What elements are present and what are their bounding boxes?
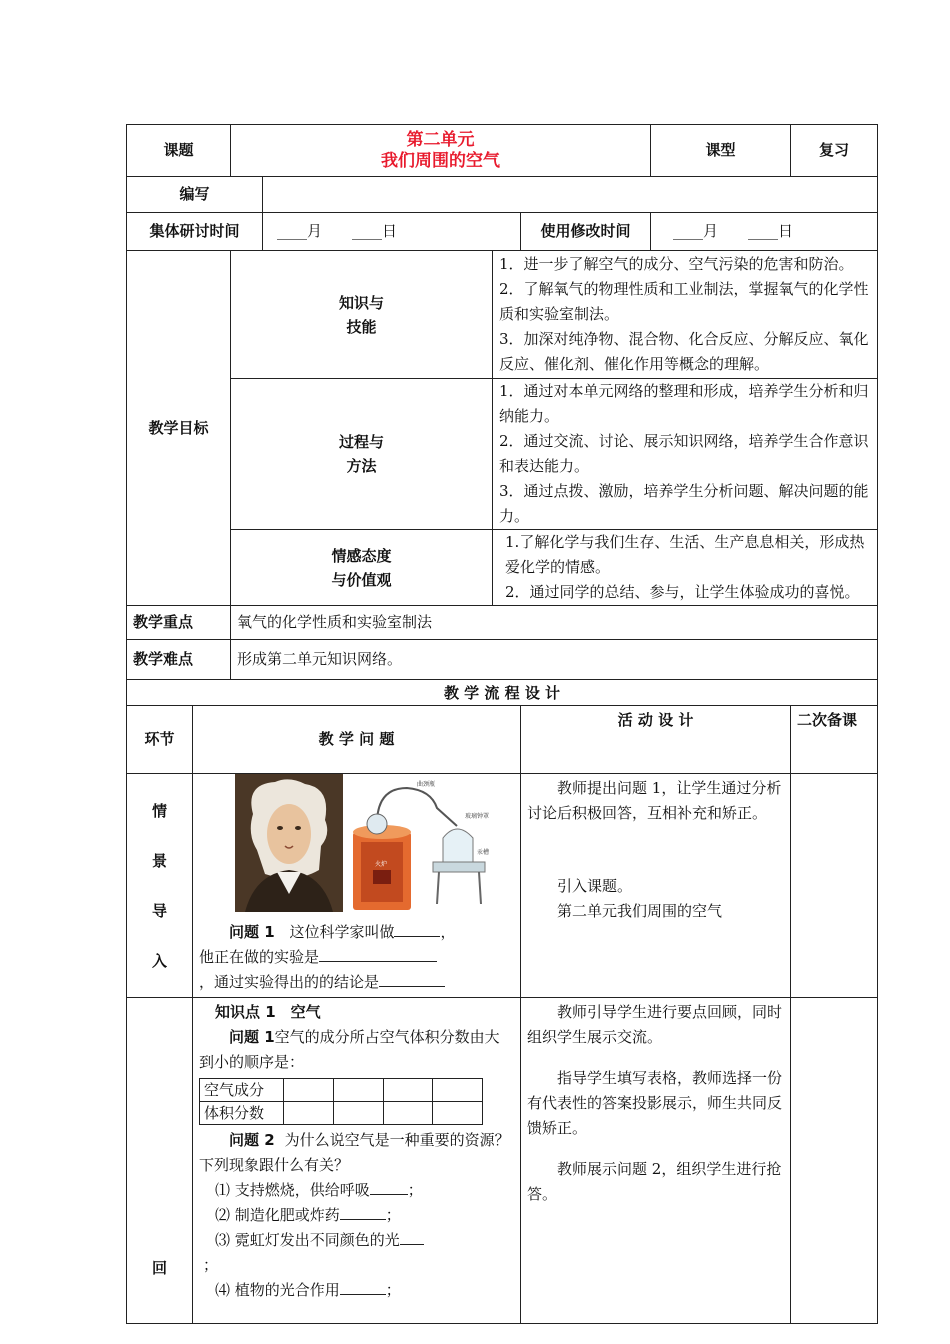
table-cell[interactable] bbox=[333, 1102, 383, 1125]
col-problem: 教 学 问 题 bbox=[193, 706, 521, 774]
row-header-volume: 体积分数 bbox=[200, 1102, 284, 1125]
intro-question-1-cont bbox=[199, 945, 514, 970]
semicolon: ； bbox=[385, 1206, 401, 1224]
title-line-2: 我们周围的空气 bbox=[381, 150, 501, 171]
activity-paragraph: 教师展示问题 2，组织学生进行抢答。 bbox=[527, 1160, 782, 1203]
stage-intro-activity bbox=[521, 774, 791, 998]
knowledge-item: 1．进一步了解空气的成分、空气污染的危害和防治。 bbox=[499, 255, 854, 273]
activity-paragraph: 引入课题。 bbox=[557, 877, 633, 895]
stage-char: 回 bbox=[151, 1259, 167, 1277]
knowledge-point-title: 知识点 1 空气 bbox=[215, 1003, 321, 1021]
table-cell[interactable] bbox=[433, 1079, 483, 1102]
review-q2-text: 为什么说空气是一种重要的资源？下列现象跟什么有关？ bbox=[199, 1131, 510, 1174]
review-item-text: ⑷ 植物的光合作用 bbox=[215, 1281, 340, 1299]
col-stage: 环节 bbox=[127, 706, 193, 774]
knowledge-item: 2．了解氧气的物理性质和工业制法，掌握氧气的化学性质和实验室制法。 bbox=[499, 280, 869, 323]
answer-blank[interactable] bbox=[400, 1228, 424, 1245]
process-item: 3．通过点拨、激励，培养学生分析问题、解决问题的能力。 bbox=[499, 482, 869, 525]
objectives-label: 教学目标 bbox=[127, 251, 231, 606]
table-cell[interactable] bbox=[383, 1102, 433, 1125]
knowledge-item: 3．加深对纯净物、混合物、化合反应、分解反应、氧化反应、催化剂、催化作用等概念的理解。 bbox=[499, 330, 869, 373]
label-retort: 曲颈瓶 bbox=[417, 781, 436, 788]
semicolon: ； bbox=[407, 1181, 423, 1199]
semicolon: ； bbox=[385, 1281, 401, 1299]
difficulty-value: 形成第二单元知识网络。 bbox=[231, 640, 878, 680]
answer-blank[interactable] bbox=[340, 1278, 386, 1295]
type-label: 课型 bbox=[651, 125, 791, 177]
process-item: 1．通过对本单元网络的整理和形成，培养学生分析和归纳能力。 bbox=[499, 382, 869, 425]
label-bell-jar: 玻璃钟罩 bbox=[465, 813, 490, 820]
table-cell[interactable] bbox=[383, 1079, 433, 1102]
review-item-text: ⑵ 制造化肥或炸药 bbox=[215, 1206, 340, 1224]
scientist-portrait-image bbox=[235, 774, 343, 912]
intro-question-1 bbox=[229, 920, 514, 945]
key-point-label: 教学重点 bbox=[127, 606, 231, 640]
emotion-label-line-1: 情感态度 bbox=[331, 546, 392, 565]
stage-intro-label bbox=[127, 774, 193, 998]
revise-time-label: 使用修改时间 bbox=[521, 213, 651, 251]
emotion-item: 2．通过同学的总结、参与，让学生体验成功的喜悦。 bbox=[505, 583, 860, 601]
semicolon-line: ； bbox=[203, 1256, 219, 1274]
q1-text-d: ，通过实验得出的的结论是 bbox=[199, 973, 380, 991]
q1-text-a: 这位科学家叫做 bbox=[289, 923, 395, 941]
topic-label: 课题 bbox=[127, 125, 231, 177]
type-value: 复习 bbox=[791, 125, 878, 177]
stage-char: 导 bbox=[151, 901, 167, 920]
figure-row bbox=[235, 774, 514, 912]
answer-blank[interactable] bbox=[340, 1203, 386, 1220]
lesson-plan bbox=[126, 124, 877, 1324]
activity-paragraph: 第二单元我们周围的空气 bbox=[557, 902, 723, 920]
answer-blank[interactable] bbox=[319, 945, 437, 962]
table-cell[interactable] bbox=[333, 1079, 383, 1102]
knowledge-label bbox=[231, 251, 493, 379]
stage-intro-notes bbox=[791, 774, 878, 998]
author-value bbox=[263, 177, 878, 213]
stage-char: 入 bbox=[151, 951, 167, 970]
author-label: 编写 bbox=[127, 177, 263, 213]
answer-blank[interactable] bbox=[379, 970, 445, 987]
table-cell[interactable] bbox=[284, 1102, 334, 1125]
review-question-2 bbox=[199, 1128, 514, 1178]
stage-review-label bbox=[127, 998, 193, 1324]
stage-char: 景 bbox=[151, 851, 167, 870]
stage-review-activity bbox=[521, 998, 791, 1324]
process-label bbox=[231, 379, 493, 530]
title-line-1: 第二单元 bbox=[406, 129, 475, 150]
label-furnace: 火炉 bbox=[375, 861, 388, 868]
q1-label: 问题 1 bbox=[229, 923, 275, 941]
answer-blank[interactable] bbox=[370, 1178, 408, 1195]
emotion-items bbox=[493, 530, 878, 606]
lavoisier-apparatus-image bbox=[347, 774, 495, 912]
col-notes: 二次备课 bbox=[791, 706, 878, 774]
air-composition-table bbox=[199, 1078, 483, 1125]
stage-review-problem bbox=[193, 998, 521, 1324]
research-time-label: 集体研讨时间 bbox=[127, 213, 263, 251]
lesson-plan-table bbox=[126, 124, 878, 1324]
emotion-item: 1.了解化学与我们生存、生活、生产息息相关，形成热爱化学的情感。 bbox=[505, 533, 865, 576]
review-q2-label: 问题 2 bbox=[229, 1131, 275, 1149]
q1-text-c: 他正在做的实验是 bbox=[199, 948, 320, 966]
row-header-component: 空气成分 bbox=[200, 1079, 284, 1102]
review-item bbox=[215, 1278, 514, 1303]
knowledge-label-line-2: 技能 bbox=[346, 317, 377, 336]
review-q1-text: 空气的成分所占空气体积分数由大到小的顺序是： bbox=[199, 1028, 500, 1071]
knowledge-items bbox=[493, 251, 878, 379]
process-item: 2．通过交流、讨论、展示知识网络，培养学生合作意识和表达能力。 bbox=[499, 432, 869, 475]
stage-intro-problem bbox=[193, 774, 521, 998]
review-question-1 bbox=[199, 1025, 514, 1075]
revise-time-value: ____月 ____日 bbox=[651, 213, 878, 251]
knowledge-label-line-1: 知识与 bbox=[339, 293, 385, 312]
table-cell[interactable] bbox=[284, 1079, 334, 1102]
answer-blank[interactable] bbox=[394, 920, 440, 937]
review-item bbox=[215, 1178, 514, 1203]
activity-paragraph: 教师引导学生进行要点回顾，同时组织学生展示交流。 bbox=[527, 1003, 783, 1046]
stage-char: 情 bbox=[151, 801, 167, 820]
review-item bbox=[215, 1228, 514, 1253]
activity-paragraph: 教师提出问题 1，让学生通过分析讨论后积极回答，互相补充和矫正。 bbox=[527, 779, 782, 822]
research-time-value: ____月 ____日 bbox=[263, 213, 521, 251]
intro-question-1-end bbox=[199, 970, 514, 995]
label-mercury-trough: 汞槽 bbox=[477, 849, 490, 856]
key-point-value: 氧气的化学性质和实验室制法 bbox=[231, 606, 878, 640]
emotion-label bbox=[231, 530, 493, 606]
review-item bbox=[215, 1203, 514, 1228]
table-cell[interactable] bbox=[433, 1102, 483, 1125]
review-item-text: ⑴ 支持燃烧，供给呼吸 bbox=[215, 1181, 370, 1199]
emotion-label-line-2: 与价值观 bbox=[331, 570, 392, 589]
col-activity: 活 动 设 计 bbox=[521, 706, 791, 774]
process-label-line-1: 过程与 bbox=[339, 433, 385, 451]
process-items bbox=[493, 379, 878, 530]
activity-paragraph: 指导学生填写表格，教师选择一份有代表性的答案投影展示，师生共同反馈矫正。 bbox=[527, 1069, 783, 1137]
stage-review-notes bbox=[791, 998, 878, 1324]
lesson-title bbox=[231, 125, 651, 177]
q1-text-b: ， bbox=[440, 923, 456, 941]
review-item-text: ⑶ 霓虹灯发出不同颜色的光 bbox=[215, 1231, 400, 1249]
flow-title: 教 学 流 程 设 计 bbox=[127, 680, 878, 706]
difficulty-label: 教学难点 bbox=[127, 640, 231, 680]
process-label-line-2: 方法 bbox=[346, 457, 377, 475]
review-q1-label: 问题 1 bbox=[229, 1028, 275, 1046]
